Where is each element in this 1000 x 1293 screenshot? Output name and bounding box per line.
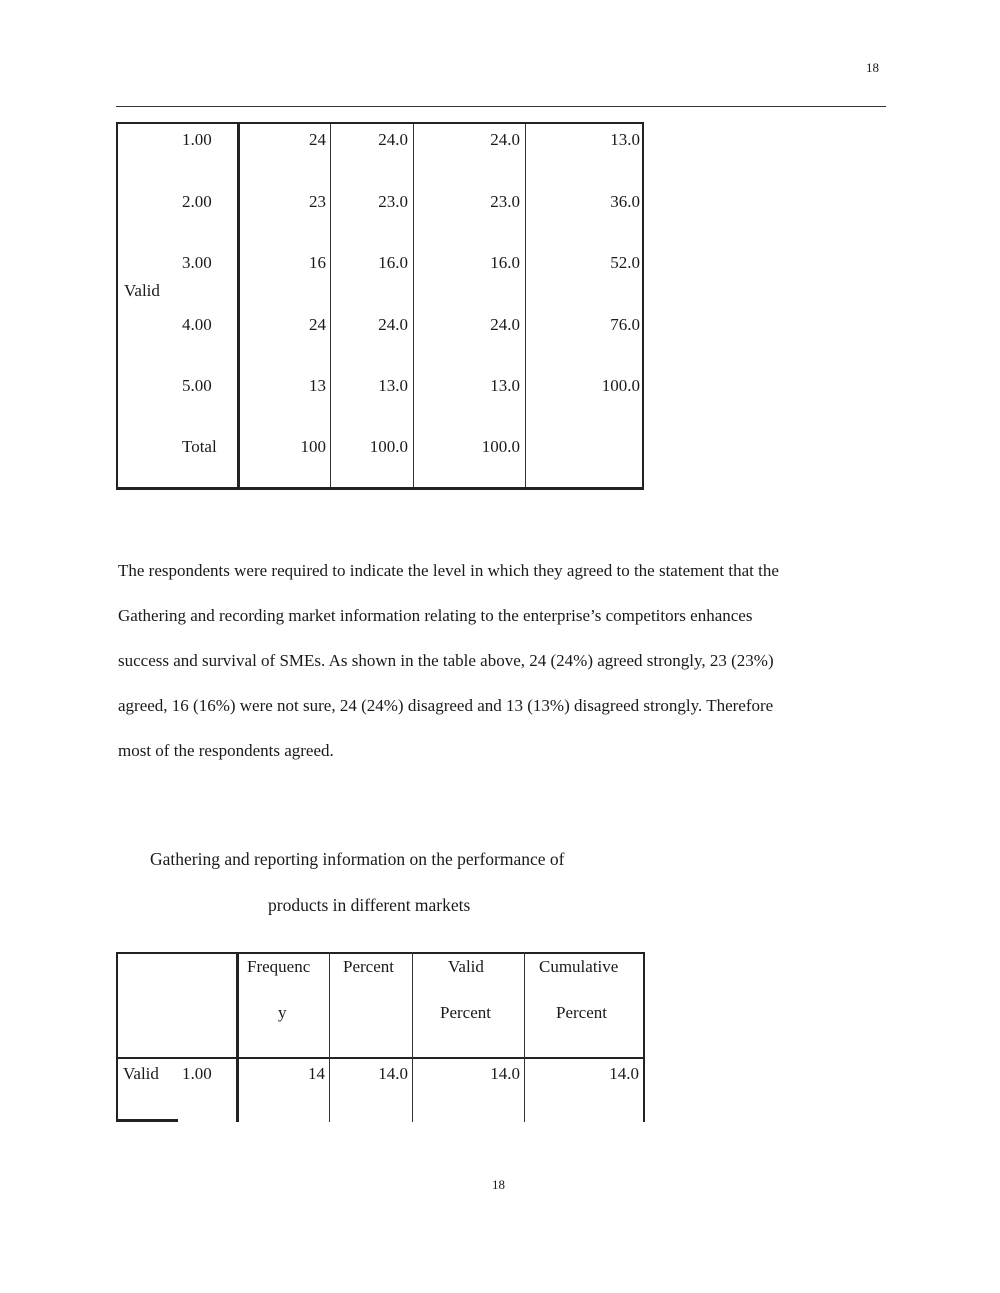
table1-group-label: Valid [124,281,160,300]
table1-frequency: 23 [309,192,326,211]
table2-header-percent: Percent [343,957,394,976]
table1-divider-valid [525,124,526,487]
table1-row-label: 3.00 [182,253,212,272]
table2-header-frequency: Frequenc [247,957,311,976]
table2-header-cumulative: Cumulative [539,957,619,976]
table2-cumulative-percent: 14.0 [609,1064,639,1083]
table1-row-label: 4.00 [182,315,212,334]
table2-caption-line2: products in different markets [268,895,471,915]
table1-divider-percent [413,124,414,487]
table2-group-label: Valid [123,1064,159,1083]
table1-cumulative-percent: 36.0 [610,192,640,211]
table2-row-label: 1.00 [182,1064,212,1083]
body-paragraph [118,548,898,773]
table1-row-label: 1.00 [182,130,212,149]
table1-row-label: Total [182,437,217,456]
table1-cumulative-percent: 76.0 [610,315,640,334]
page-number-top: 18 [866,60,879,75]
paragraph-line: agreed, 16 (16%) were not sure, 24 (24%) disagreed and 13 (13%) disagreed strongly. Therefore [118,696,774,715]
table2-divider-frequency [329,952,330,1122]
table2-percent: 14.0 [378,1064,408,1083]
table1-percent: 16.0 [378,253,408,272]
table1-percent: 23.0 [378,192,408,211]
table1-divider-frequency [330,124,331,487]
table1-row-label: 2.00 [182,192,212,211]
table1-frequency: 24 [309,130,326,149]
table1-percent: 24.0 [378,315,408,334]
table1-percent: 24.0 [378,130,408,149]
paragraph-line: The respondents were required to indicate the level in which they agreed to the statement that the [118,561,779,580]
table2-header-frequency-wrap: y [278,1003,287,1022]
table2-right-border [643,952,645,1122]
table2-header-valid-percent-wrap: Percent [440,1003,491,1022]
table2-divider-label [236,952,239,1122]
table1-divider-label [237,124,240,487]
table2-header-valid-percent: Valid [448,957,484,976]
paragraph-line: most of the respondents agreed. [118,741,334,760]
table2-header-rule [116,1057,645,1059]
table1-cumulative-percent: 13.0 [610,130,640,149]
table1-row-label: 5.00 [182,376,212,395]
frequency-table-1 [116,122,644,490]
table1-cumulative-percent: 100.0 [601,376,640,395]
table1-valid-percent: 23.0 [490,192,520,211]
table2-divider-percent [412,952,413,1122]
table1-frequency: 13 [309,376,326,395]
table2-left-border [116,952,118,1122]
table1-frequency: 16 [309,253,326,272]
table1-percent: 13.0 [378,376,408,395]
table1-frequency: 24 [309,315,326,334]
table2-divider-valid [524,952,525,1122]
table2-caption-line1: Gathering and reporting information on the performance of [150,849,565,869]
table2-bottom-stub [116,1119,178,1122]
header-rule [116,106,886,107]
frequency-table-2 [116,952,647,1122]
table1-cumulative-percent: 52.0 [610,253,640,272]
table1-valid-percent: 100.0 [481,437,520,456]
paragraph-line: Gathering and recording market information relating to the enterprise’s competitors enhances [118,606,753,625]
paragraph-line: success and survival of SMEs. As shown in the table above, 24 (24%) agreed strongly, 23 (23%) [118,651,774,670]
table1-frequency: 100 [300,437,326,456]
table2-valid-percent: 14.0 [490,1064,520,1083]
table1-valid-percent: 24.0 [490,130,520,149]
page-number-bottom: 18 [492,1177,505,1192]
table2-top-border [116,952,645,954]
table1-valid-percent: 13.0 [490,376,520,395]
table2-header-cumulative-wrap: Percent [556,1003,607,1022]
table1-percent: 100.0 [369,437,408,456]
table2-frequency: 14 [308,1064,325,1083]
table1-valid-percent: 24.0 [490,315,520,334]
table1-valid-percent: 16.0 [490,253,520,272]
